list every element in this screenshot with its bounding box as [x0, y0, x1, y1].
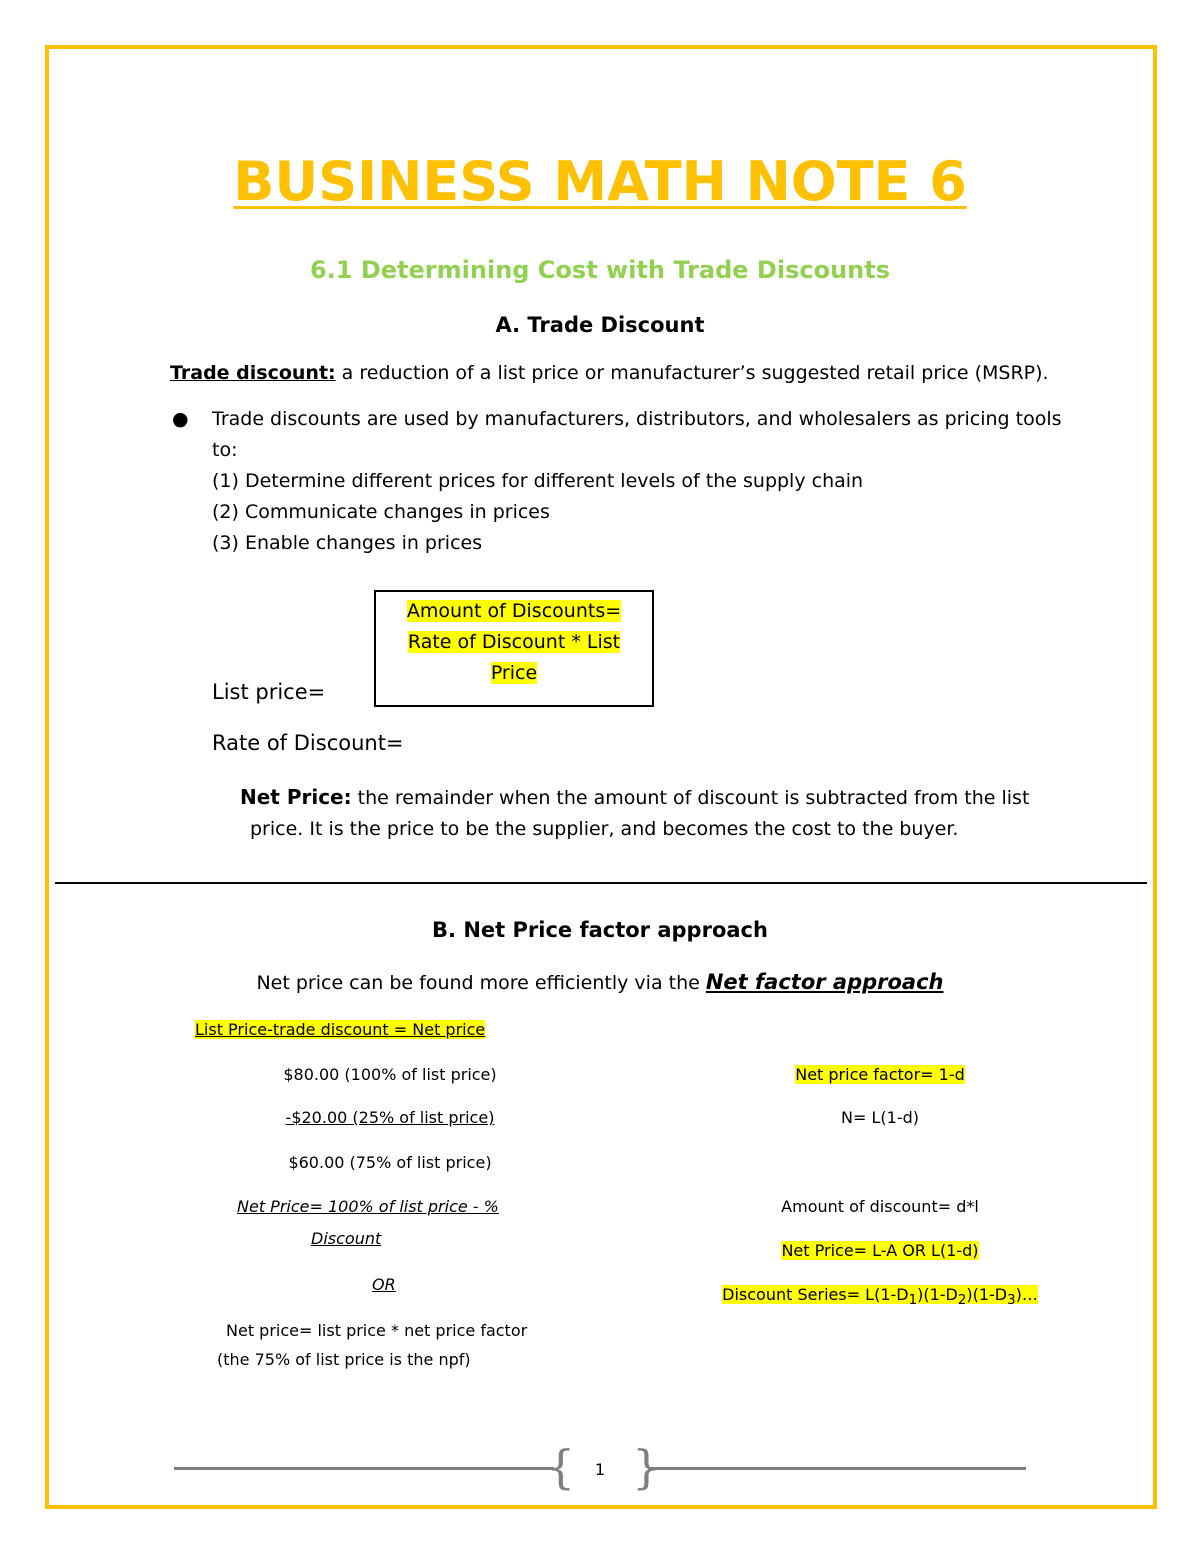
definition-text: a reduction of a list price or manufacturer’s suggested retail price (MSRP). [335, 362, 1049, 384]
series-prefix: Discount Series= L(1-D [722, 1285, 909, 1304]
section-a-heading: A. Trade Discount [495, 313, 705, 337]
list-item: (3) Enable changes in prices [212, 532, 483, 554]
list-price-label: List price= [212, 680, 326, 704]
example-row-1: $80.00 (100% of list price) [283, 1065, 497, 1084]
alt-formula-line-1: Net price= list price * net price factor [226, 1321, 528, 1340]
amount-of-discount-formula: Amount of discount= d*l [781, 1197, 979, 1216]
series-mid-1: )(1-D [917, 1285, 958, 1304]
left-highlight-formula [195, 1020, 485, 1039]
section-divider [55, 882, 1147, 884]
net-price-text-1: the remainder when the amount of discount is subtracted from the list [351, 787, 1030, 809]
net-price-formula [680, 1241, 1080, 1260]
series-sub-3: 3 [1007, 1293, 1016, 1309]
section-b-intro [0, 970, 1200, 994]
net-price-definition-line-2: price. It is the price to be the supplier, and becomes the cost to the buyer. [250, 818, 959, 840]
intro-emphasis: Net factor approach [705, 970, 944, 994]
net-price-formula-text: Net Price= L-A OR L(1-d) [781, 1241, 979, 1260]
box-line-2: Rate of Discount * List [407, 631, 621, 653]
net-price-term: Net Price: [240, 785, 352, 809]
npf-text: Net price factor= 1-d [795, 1065, 965, 1084]
or-label: OR [372, 1275, 396, 1294]
footer-line-left [174, 1467, 554, 1470]
net-price-factor [680, 1065, 1080, 1084]
footer-line-right [648, 1467, 1026, 1470]
section-subtitle: 6.1 Determining Cost with Trade Discounts [309, 256, 890, 284]
alt-formula-line-2: (the 75% of list price is the npf) [217, 1350, 471, 1369]
page-number: 1 [594, 1460, 606, 1479]
right-brace-icon: } [632, 1440, 662, 1494]
series-sub-1: 1 [908, 1293, 918, 1309]
trade-discount-definition [170, 362, 1049, 384]
bullet-line-2: to: [212, 439, 238, 461]
discount-series-formula [680, 1285, 1080, 1308]
amount-of-discount-formula-box [374, 590, 654, 707]
list-item: (2) Communicate changes in prices [212, 501, 550, 523]
left-brace-icon: { [546, 1440, 576, 1494]
page-title: BUSINESS MATH NOTE 6 [233, 150, 967, 213]
series-suffix: )… [1015, 1285, 1038, 1304]
net-price-definition-line-1 [240, 785, 1029, 809]
definition-term: Trade discount: [170, 362, 336, 384]
bullet-icon: ● [172, 408, 189, 430]
highlight-text: List Price-trade discount = Net price [195, 1020, 486, 1039]
section-b-heading: B. Net Price factor approach [432, 918, 768, 942]
list-item: (1) Determine different prices for different levels of the supply chain [212, 470, 864, 492]
n-formula: N= L(1-d) [841, 1108, 919, 1127]
series-sub-2: 2 [957, 1293, 967, 1309]
net-price-formula-line-2: Discount [311, 1229, 382, 1248]
bullet-line-1: Trade discounts are used by manufacturers, distributors, and wholesalers as pricing tools [212, 408, 1062, 430]
net-price-formula-line-1: Net Price= 100% of list price - % [237, 1197, 499, 1216]
intro-text: Net price can be found more efficiently via the [256, 972, 706, 994]
series-mid-2: )(1-D [966, 1285, 1008, 1304]
box-line-1: Amount of Discounts= [406, 600, 622, 622]
example-row-2: -$20.00 (25% of list price) [285, 1108, 495, 1127]
example-row-3: $60.00 (75% of list price) [288, 1153, 492, 1172]
rate-of-discount-label: Rate of Discount= [212, 731, 404, 755]
box-line-3: Price [490, 662, 538, 684]
